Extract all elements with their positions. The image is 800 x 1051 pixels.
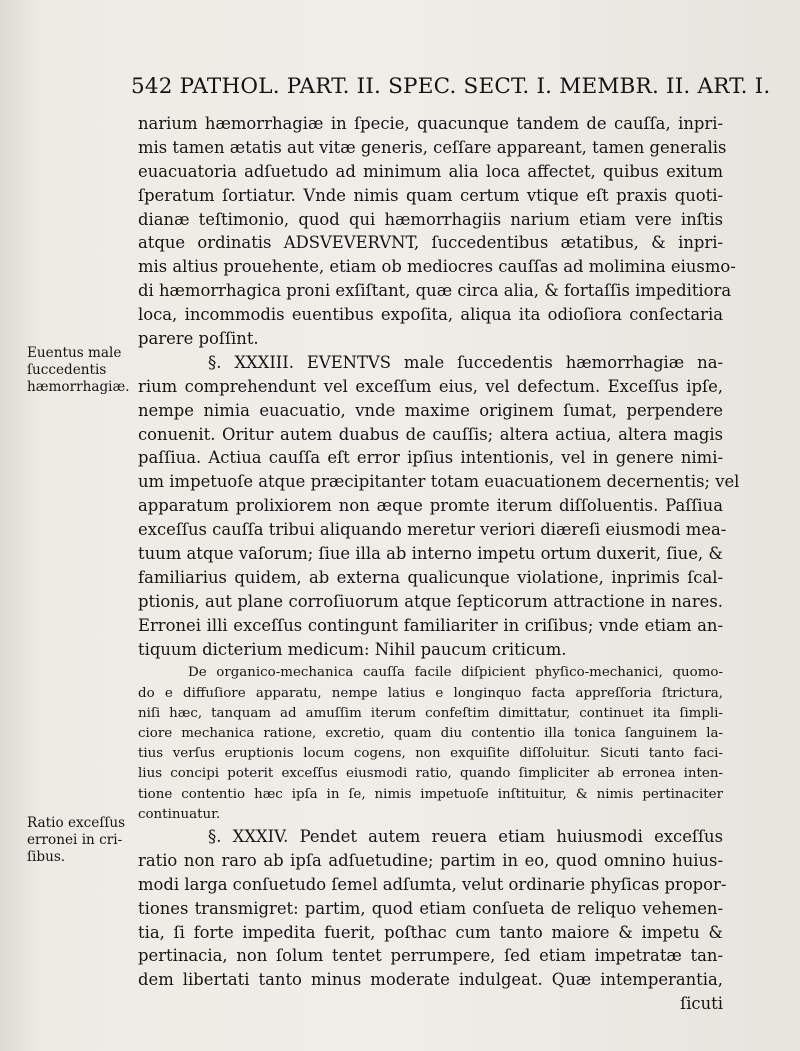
text-line: nempe nimia euacuatio, vnde maxime originem ſumat, perpendere [138, 400, 723, 420]
text-line: ratio non raro ab ipſa adſuetudine; partim in eo, quod omnino huius- [138, 850, 723, 870]
text-line: tuum atque vaſorum; ſiue illa ab interno impetu ortum duxerit, ſiue, & [138, 544, 723, 564]
section-34 [138, 825, 727, 1016]
note-line: lius concipi poterit exceſſus eiusmodi ratio, quando ſimpliciter ab erronea inten- [138, 766, 723, 782]
note-line: tius verſus eruptionis locum cogens, non exquiſite diſſoluitur. Sicuti tanto faci- [138, 746, 723, 762]
section-heading-line: §. XXXIV. Pendet autem reuera etiam huiusmodi exceſſus [208, 826, 723, 846]
margin-note-line: Euentus male [27, 345, 122, 361]
margin-note-line: hæmorrhagiæ. [27, 379, 130, 395]
text-line: loca, incommodis euentibus expoſita, aliqua ita odioſiora conſectaria [138, 305, 723, 325]
note-line: continuatur. [138, 806, 221, 822]
text-line: atque ordinatis ADSVEVERVNT, ſuccedentibus ætatibus, & inpri- [138, 233, 723, 253]
text-line: pertinacia, non ſolum tentet perrumpere, ſed etiam impetratæ tan- [138, 946, 723, 966]
text-line: euacuatoria adſuetudo ad minimum alia loca affectet, quibus exitum [138, 161, 723, 181]
margin-note-line: ſibus. [27, 849, 66, 865]
margin-note-line: ſuccedentis [27, 362, 107, 378]
text-line: ptionis, aut plane corroſiuorum atque ſepticorum attractione in nares. [138, 591, 723, 611]
margin-note-line: erronei in cri- [27, 832, 123, 848]
text-line: di hæmorrhagica proni exſiſtant, quæ circa alia, & fortaſſis impeditiora [138, 281, 732, 301]
text-line: paſſiua. Actiua cauſſa eſt error ipſius intentionis, vel in genere nimi- [138, 448, 723, 468]
main-text [138, 112, 740, 1016]
text-line: tiquum dicterium medicum: Nihil paucum criticum. [138, 639, 567, 659]
margin-note-eventus [27, 345, 132, 396]
running-head: 542 PATHOL. PART. II. SPEC. SECT. I. MEMBR. II. ART. I. [131, 74, 771, 99]
note-line: De organico-mechanica cauſſa facile diſpicient phyſico-mechanici, quomo- [188, 665, 723, 681]
text-line: parere poſſint. [138, 329, 259, 349]
text-line: tiones transmigret: partim, quod etiam conſueta de reliquo vehemen- [138, 898, 723, 918]
note-line: niſi hæc, tanquam ad amuſſim iterum confeſtim dimittatur, continuet ita ſimpli- [138, 705, 723, 721]
text-line: exceſſus cauſſa tribui aliquando meretur veriori diæreſi eiusmodi mea- [138, 520, 727, 540]
section-heading-line: §. XXXIII. EVENTVS male ſuccedentis hæmorrhagiæ na- [208, 352, 723, 372]
text-line: conuenit. Oritur autem duabus de cauſſis; altera actiua, altera magis [138, 424, 723, 444]
margin-note-line: Ratio exceſſus [27, 815, 126, 831]
text-line: mis altius prouehente, etiam ob mediocres cauſſas ad molimina eiusmo- [138, 257, 736, 277]
text-line: Erronei illi exceſſus contingunt familiariter in criſibus; vnde etiam an- [138, 615, 723, 635]
margin-note-ratio [27, 815, 132, 866]
note-line: tione contentio hæc ipſa in ſe, nimis impetuoſe inſtituitur, & nimis pertinaciter [138, 786, 723, 802]
text-line: um impetuoſe atque præcipitanter totam euacuationem decernentis; vel [138, 472, 740, 492]
note-line: ciore mechanica ratione, excretio, quam diu contentio illa tonica ſanguinem la- [138, 726, 723, 742]
paragraph-intro [138, 112, 736, 351]
text-line: familiarius quidem, ab externa qualicunque violatione, inprimis ſcal- [138, 567, 723, 587]
note-line: do e diffuſiore apparatu, nempe latius e longinquo facta appreſſoria ſtrictura, [138, 685, 723, 701]
text-line: tia, ſi forte impedita fuerit, poſthac cum tanto maiore & impetu & [138, 922, 723, 942]
text-line: dem libertati tanto minus moderate indulgeat. Quæ intemperantia, [138, 970, 723, 990]
text-line: modi larga conſuetudo ſemel adſumta, velut ordinarie phyſicas propor- [138, 874, 727, 894]
text-line: ſperatum ſortiatur. Vnde nimis quam certum vtique eſt praxis quoti- [138, 185, 723, 205]
section-33 [138, 351, 740, 662]
text-line: apparatum prolixiorem non æque promte iterum diſſoluentis. Paſſiua [138, 496, 723, 516]
catchword: ſicuti [680, 994, 723, 1014]
text-line: dianæ teſtimonio, quod qui hæmorrhagiis narium etiam vere inſtis [138, 209, 723, 229]
text-line: mis tamen ætatis aut vitæ generis, ceſſare appareant, tamen generalis [138, 137, 727, 157]
section-33-note [138, 663, 723, 825]
text-line: narium hæmorrhagiæ in ſpecie, quacunque tandem de cauſſa, inpri- [138, 114, 723, 133]
text-line: rium comprehendunt vel exceſſum eius, vel defectum. Exceſſus ipſe, [138, 376, 723, 396]
